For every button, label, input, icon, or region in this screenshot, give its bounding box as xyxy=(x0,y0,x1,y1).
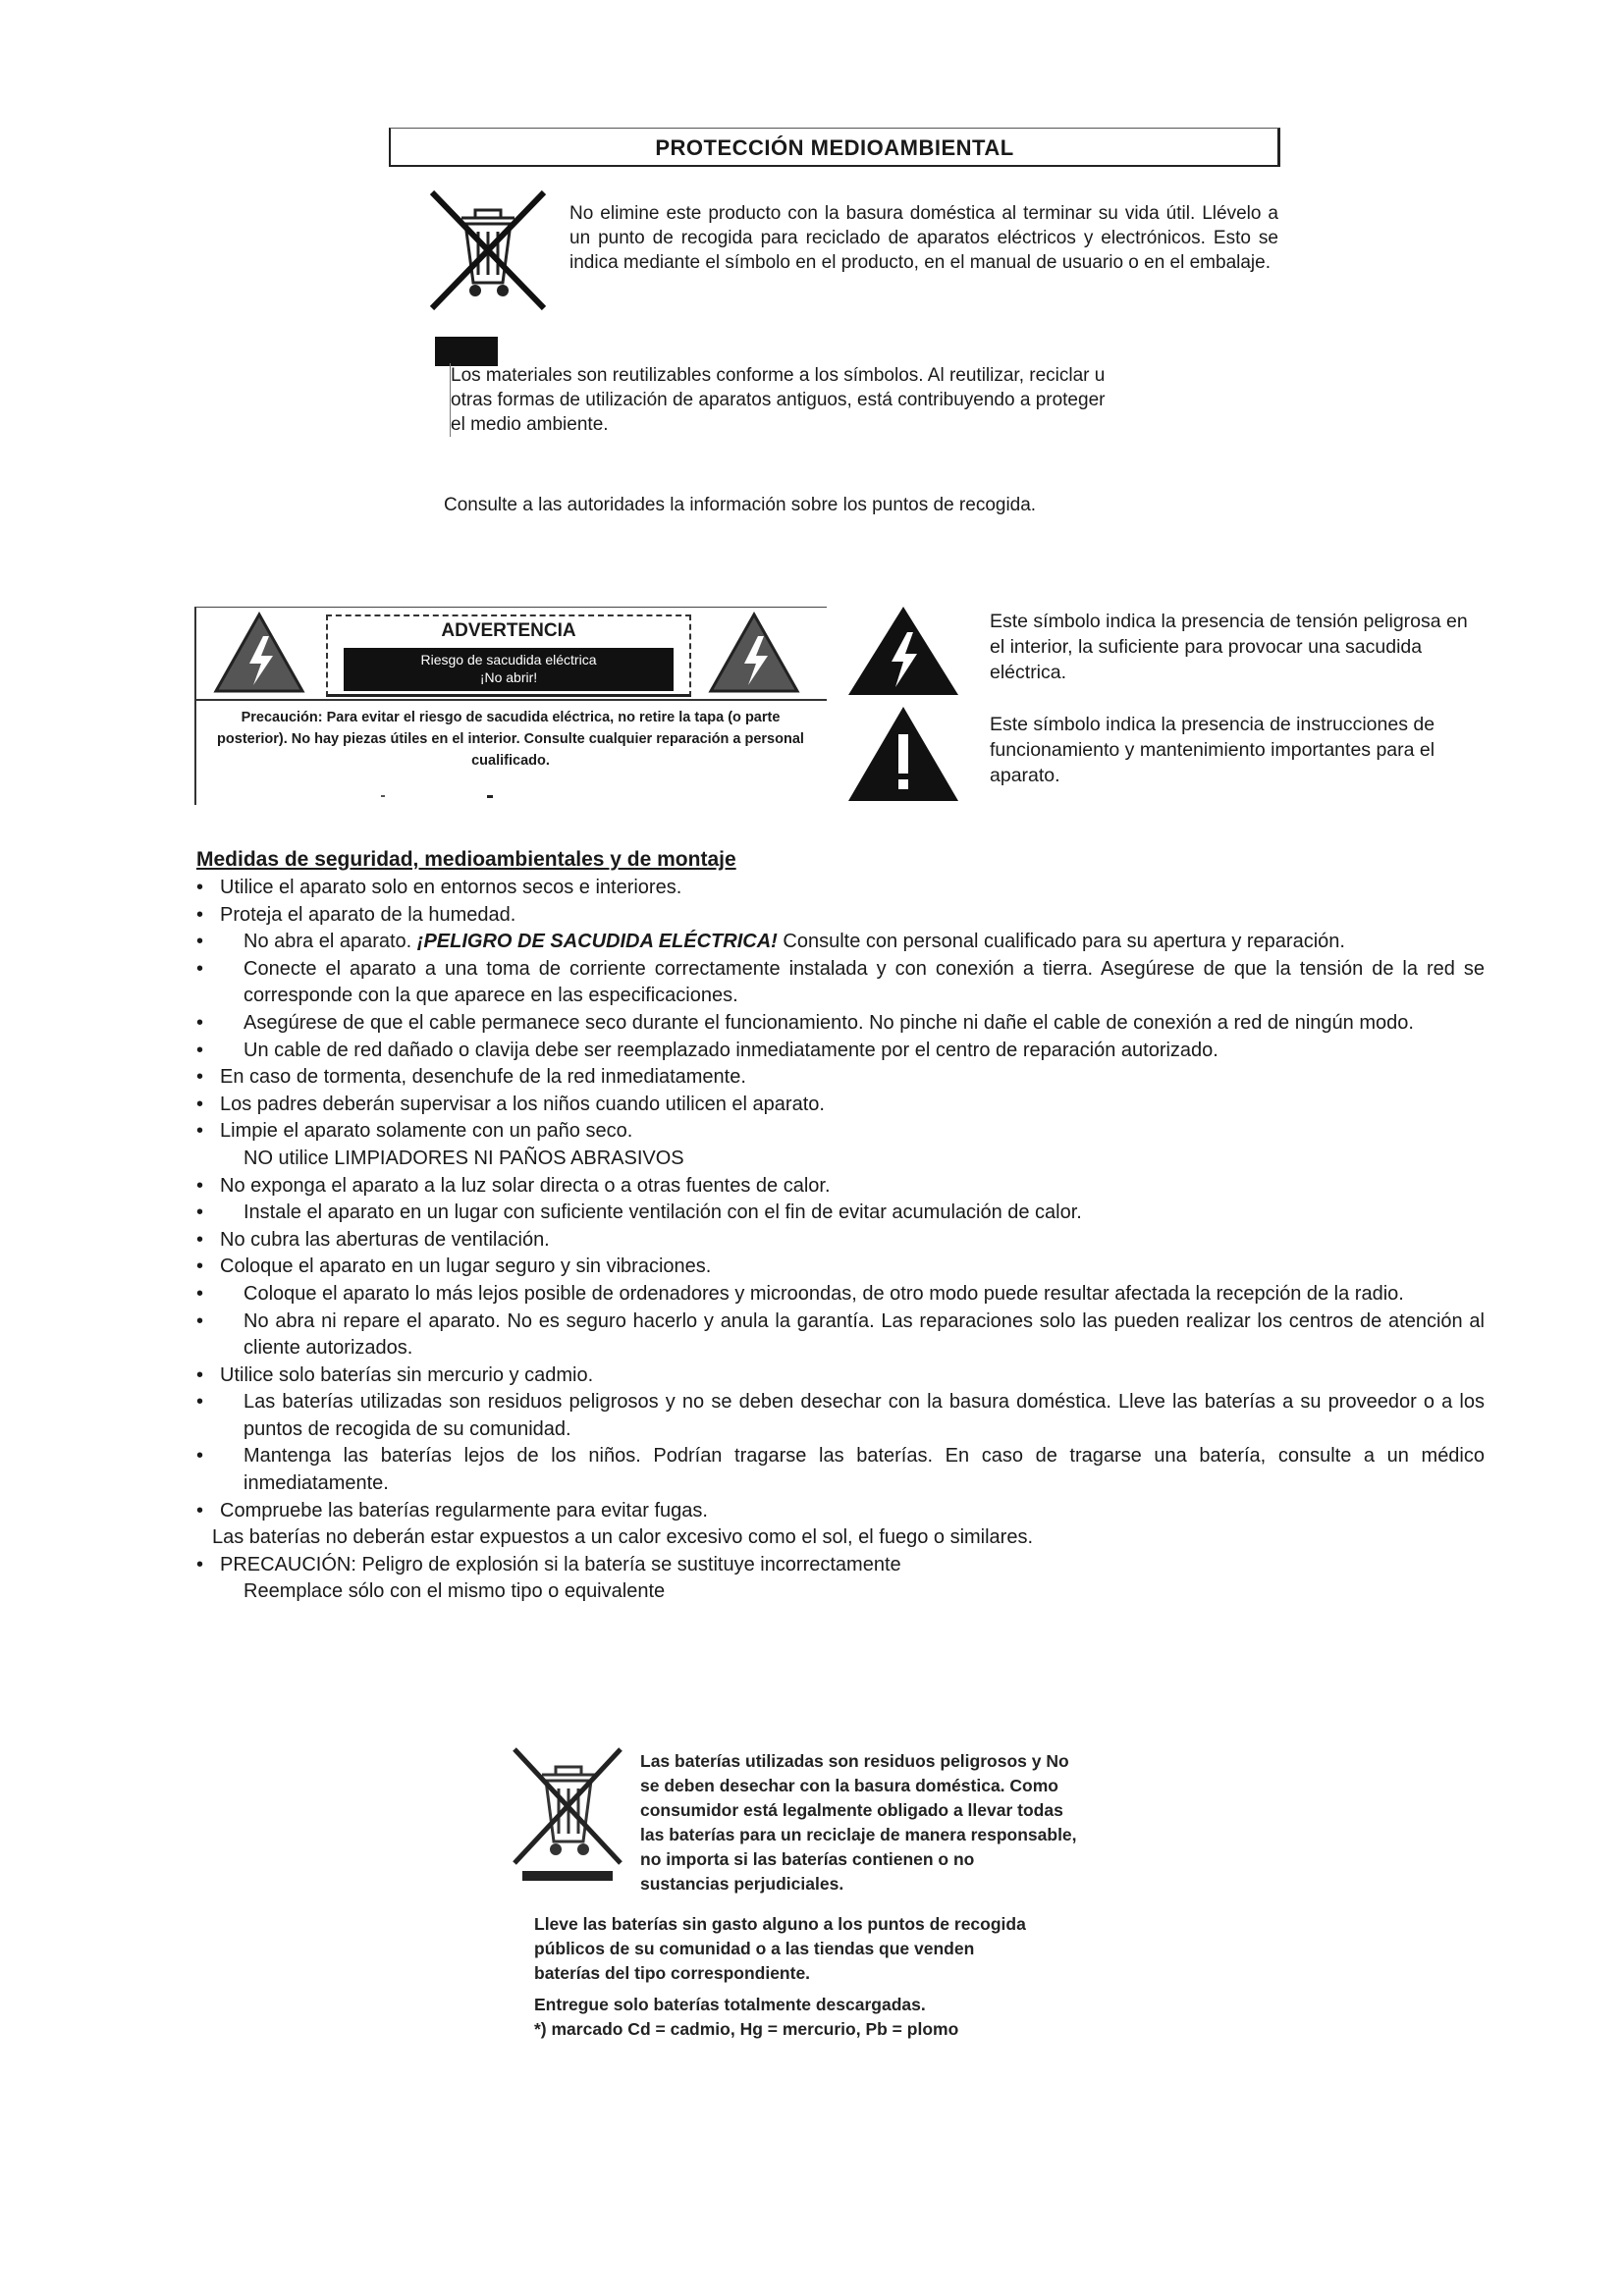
list-item xyxy=(196,1173,1485,1201)
danger-emphasis: ¡PELIGRO DE SACUDIDA ELÉCTRICA! xyxy=(416,931,778,953)
list-item xyxy=(196,929,1485,956)
list-item-text: No abra el aparato. xyxy=(244,931,417,953)
bullet: • xyxy=(196,1363,204,1386)
crossed-bin-icon xyxy=(509,1739,626,1889)
battery-paragraph-1 xyxy=(640,1749,1170,1896)
list-item-text: Conecte el aparato a una toma de corriente correctamente instalada y con conexión a tierra. Asegúrese de que la tensión de la red se corresponde con la que aparece en las especificaciones. xyxy=(244,957,1485,1007)
bullet: • xyxy=(196,1093,204,1115)
battery-line: Las baterías utilizadas son residuos peligrosos y No xyxy=(640,1751,1069,1771)
list-item-text: Proteja el aparato de la humedad. xyxy=(220,903,516,926)
list-item xyxy=(196,1118,1485,1146)
lightning-bolt-icon xyxy=(846,605,960,697)
warning-subtitle: ¡No abrir! xyxy=(479,669,538,685)
list-item xyxy=(196,1227,1485,1255)
label-marks xyxy=(379,791,497,801)
list-item xyxy=(196,1578,1485,1606)
bullet: • xyxy=(196,1309,204,1332)
shock-triangle-icon xyxy=(212,611,306,695)
bullet: • xyxy=(196,1174,204,1197)
list-item-text: Coloque el aparato en un lugar seguro y sin vibraciones. xyxy=(220,1255,712,1278)
warning-title: ADVERTENCIA xyxy=(441,620,576,641)
list-item-text: Coloque el aparato lo más lejos posible de ordenadores y microondas, de otro modo puede resultar afectada la recepción de la radio. xyxy=(244,1282,1404,1305)
list-item-text: NO utilice LIMPIADORES NI PAÑOS ABRASIVOS xyxy=(244,1147,684,1169)
bullet: • xyxy=(196,957,204,980)
environment-paragraph-2-line: el medio ambiente. xyxy=(451,414,609,435)
list-item-text: Mantenga las baterías lejos de los niños. Podrían tragarse las baterías. En caso de tragarse una batería, consulte a un médico inmediatamente. xyxy=(244,1445,1485,1495)
redaction-bar xyxy=(435,337,498,366)
list-item xyxy=(196,902,1485,930)
warning-caution-text: Precaución: Para evitar el riesgo de sacudida eléctrica, no retire la tapa (o parte posterior). No hay piezas útiles en el interior. Consulte cualquier reparación a personal cualificado. xyxy=(217,710,804,769)
battery-line: públicos de su comunidad o a las tiendas que venden xyxy=(534,1939,975,1958)
list-item-text: Limpie el aparato solamente con un paño seco. xyxy=(220,1120,633,1143)
bullet: • xyxy=(196,1553,204,1575)
bullet: • xyxy=(196,931,204,953)
bolt-symbol-description: Este símbolo indica la presencia de tensión peligrosa en el interior, la suficiente para provocar una sacudida eléctrica. xyxy=(990,611,1468,683)
list-item xyxy=(196,1092,1485,1119)
safety-heading: Medidas de seguridad, medioambientales y de montaje xyxy=(196,848,736,871)
list-item xyxy=(196,1064,1485,1092)
list-item xyxy=(196,956,1485,1010)
environment-paragraph-2-line: otras formas de utilización de aparatos antiguos, está contribuyendo a proteger xyxy=(451,390,1106,410)
divider xyxy=(194,699,827,701)
bullet: • xyxy=(196,1120,204,1143)
bullet: • xyxy=(196,1228,204,1251)
page-title: PROTECCIÓN MEDIOAMBIENTAL xyxy=(655,135,1014,160)
list-item-text: Los padres deberán supervisar a los niños cuando utilicen el aparato. xyxy=(220,1093,825,1115)
battery-paragraph-3 xyxy=(534,1993,1123,2042)
list-item-text: En caso de tormenta, desenchufe de la red inmediatamente. xyxy=(220,1066,746,1089)
list-item xyxy=(196,1038,1485,1065)
list-item-text: PRECAUCIÓN: Peligro de explosión si la batería se sustituye incorrectamente xyxy=(220,1553,901,1575)
list-item xyxy=(196,1200,1485,1227)
exclamation-symbol-description: Este símbolo indica la presencia de instrucciones de funcionamiento y mantenimiento importantes para el aparato. xyxy=(990,714,1435,786)
bullet: • xyxy=(196,877,204,898)
bullet: • xyxy=(196,1391,204,1414)
bullet: • xyxy=(196,1445,204,1468)
battery-line: consumidor está legalmente obligado a llevar todas xyxy=(640,1800,1063,1820)
bullet: • xyxy=(196,1499,204,1522)
list-item xyxy=(196,1308,1485,1362)
bullet: • xyxy=(196,903,204,926)
list-item-text: Utilice el aparato solo en entornos secos e interiores. xyxy=(220,877,682,898)
list-item xyxy=(196,1281,1485,1308)
list-item xyxy=(196,1524,1485,1552)
battery-line: *) marcado Cd = cadmio, Hg = mercurio, Pb = plomo xyxy=(534,2019,959,2039)
battery-line: baterías del tipo correspondiente. xyxy=(534,1963,811,1983)
environment-paragraph-2-line: Los materiales son reutilizables conforme a los símbolos. Al reutilizar, reciclar u xyxy=(451,365,1106,386)
environment-paragraph-1: No elimine este producto con la basura doméstica al terminar su vida útil. Llévelo a un punto de recogida para reciclado de aparatos eléctricos y electrónicos. Esto se indica mediante el símbolo en el producto, en el manual de usuario o en el embalaje. xyxy=(569,203,1278,273)
list-item xyxy=(196,1443,1485,1497)
list-item-text: Consulte con personal cualificado para su apertura y reparación. xyxy=(777,931,1345,953)
list-item xyxy=(196,1498,1485,1525)
bullet: • xyxy=(196,1039,204,1061)
list-item-text: Utilice solo baterías sin mercurio y cadmio. xyxy=(220,1363,594,1386)
safety-list xyxy=(196,875,1485,1606)
environment-paragraph-2 xyxy=(450,363,1189,437)
shock-triangle-icon xyxy=(707,611,801,695)
battery-line: Entregue solo baterías totalmente descargadas. xyxy=(534,1995,926,2014)
battery-line: las baterías para un reciclaje de manera responsable, xyxy=(640,1825,1077,1844)
list-item-text: Las baterías no deberán estar expuestos a un calor excesivo como el sol, el fuego o similares. xyxy=(212,1526,1034,1549)
list-item-text: Asegúrese de que el cable permanece seco durante el funcionamiento. No pinche ni dañe el cable de conexión a red de ningún modo. xyxy=(244,1011,1414,1034)
exclamation-triangle-icon xyxy=(846,705,960,803)
battery-line: Lleve las baterías sin gasto alguno a los puntos de recogida xyxy=(534,1914,1026,1934)
bullet: • xyxy=(196,1011,204,1034)
list-item xyxy=(196,1254,1485,1281)
list-item-text: No abra ni repare el aparato. No es seguro hacerlo y anula la garantía. Las reparaciones solo las pueden realizar los centros de atención al cliente autorizados. xyxy=(244,1309,1485,1360)
list-item-text: Un cable de red dañado o clavija debe ser reemplazado inmediatamente por el centro de reparación autorizado. xyxy=(244,1039,1218,1061)
list-item-text: Las baterías utilizadas son residuos peligrosos y no se deben desechar con la basura doméstica. Lleve las baterías a su proveedor o a los puntos de recogida de su comunidad. xyxy=(244,1391,1485,1440)
list-item xyxy=(196,1552,1485,1579)
list-item-text: Compruebe las baterías regularmente para evitar fugas. xyxy=(220,1499,708,1522)
battery-paragraph-2 xyxy=(534,1912,1123,1986)
warning-subtitle: Riesgo de sacudida eléctrica xyxy=(420,652,597,667)
environment-paragraph-3: Consulte a las autoridades la información sobre los puntos de recogida. xyxy=(444,495,1037,515)
list-item xyxy=(196,1362,1485,1390)
list-item xyxy=(196,1010,1485,1038)
bullet: • xyxy=(196,1255,204,1278)
battery-line: no importa si las baterías contienen o no xyxy=(640,1849,975,1869)
battery-line: sustancias perjudiciales. xyxy=(640,1874,844,1894)
battery-line: se deben desechar con la basura doméstica. Como xyxy=(640,1776,1058,1795)
bullet: • xyxy=(196,1282,204,1305)
bullet: • xyxy=(196,1066,204,1089)
list-item xyxy=(196,1389,1485,1443)
list-item xyxy=(196,875,1485,902)
list-item-text: No exponga el aparato a la luz solar directa o a otras fuentes de calor. xyxy=(220,1174,831,1197)
crossed-bin-icon xyxy=(424,185,552,316)
bullet: • xyxy=(196,1201,204,1224)
list-item-text: Reemplace sólo con el mismo tipo o equivalente xyxy=(244,1580,666,1603)
list-item-text: No cubra las aberturas de ventilación. xyxy=(220,1228,550,1251)
list-item-text: Instale el aparato en un lugar con suficiente ventilación con el fin de evitar acumulación de calor. xyxy=(244,1201,1082,1224)
list-item xyxy=(196,1146,1485,1173)
